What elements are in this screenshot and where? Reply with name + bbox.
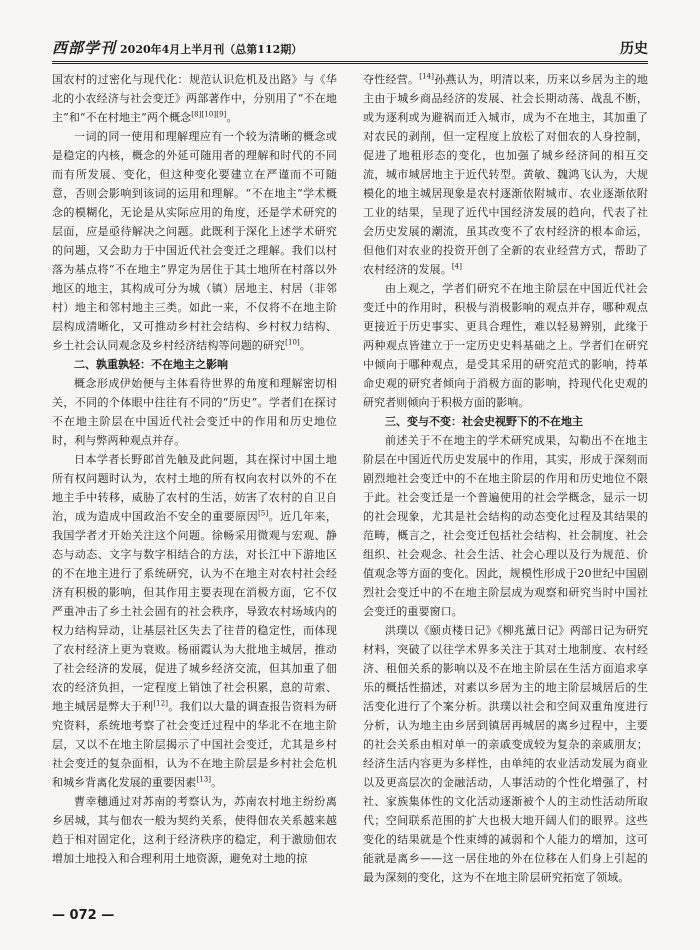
page-number: — 072 — <box>52 908 115 923</box>
paragraph <box>363 621 648 887</box>
paragraph <box>363 70 648 279</box>
paragraph-text: 。 <box>299 339 311 352</box>
paragraph <box>52 374 337 450</box>
paragraph <box>52 450 337 792</box>
paragraph-text: 一词的同一使用和理解理应有一个较为清晰的概念或是稳定的内核，概念的外延可随用者的理解和时代的不同而有所发展、变化，但这种变化要建立在严谨而不可随意，否则会影响到该词的运用和理解。“不在地主”学术概念的模糊化，无论是从实际应用的角度，还是学术研究的层面，应是亟待解决之问题。此既利于深化上述学术研究的问题，又会助力于中国近代社会变迁之理解。我们以村落为基点将“不在地主”界定为居住于其土地所在村落以外地区的地主，其构成可分为城（镇）居地主、村居（非邻村）地主和邻村地主三类。如此一来，不仅将不在地主阶层构成清晰化，又可推动乡村社会结构、乡村权力结构、乡土社会认同观念及乡村经济结构等问题的研究 <box>52 130 337 352</box>
paragraph-text: 夺性经营。 <box>363 73 420 86</box>
section-heading: 三、变与不变：社会史视野下的不在地主 <box>385 415 583 428</box>
paragraph-text: 。 <box>226 111 238 124</box>
paragraph-text: 。近几年来，我国学者才开始关注这个问题。徐畅采用微观与宏观、静态与动态、文字与数字相结合的方法，对长江中下游地区的不在地主进行了系统研究，认为不在地主对农村社会经济有积极的影响，但其作用主要表现在消极方面，它不仅严重冲击了乡土社会固有的社会秩序，导致农村场域内的权力结构异动，让基层社区失去了往昔的稳定性，而体现了农村经济上更为衰败。 <box>52 510 337 656</box>
paragraph <box>363 431 648 621</box>
citation-ref: [14] <box>419 72 435 81</box>
paragraph-text: 。我们以大量的调查报告资料为研究资料，系统地考察了社会变迁过程中的华北不在地主阶层，又以不在地主阶层揭示了中国社会变迁，尤其是乡村社会变迁的复杂面相，认为不在地主阶层是乡村社会危机和城乡背离化发展的重要因素 <box>52 700 337 789</box>
citation-ref: [5] <box>258 509 269 518</box>
paragraph <box>52 70 337 127</box>
citation-ref: [12] <box>153 699 169 708</box>
paragraph <box>363 279 648 412</box>
paragraph-text: 孙燕认为，明清以来，历来以乡居为主的地主由于城乡商品经济的发展、社会长期动荡、战乱不断，或为逐利或为避祸而迁入城市，成为不在地主，其加重了对农民的剥削，但一定程度上放松了对佃农的人身控制，促进了地租形态的变化，也加强了城乡经济间的相互交流，城市城居地主于近代转型 <box>363 73 648 181</box>
article-body <box>52 70 648 890</box>
citation-ref: [8][10][9] <box>191 110 227 119</box>
paragraph-text: 日本学者长野郎首先触及此问题，其在探讨中国土地所有权问题时认为，农村土地的所有权向农村以外的不在地主手中转移，威胁了农村的生活，妨害了农村的自卫自治，成为造成中国政治不安全的重要原因 <box>52 453 337 523</box>
page-header <box>52 32 648 64</box>
citation-ref: [4] <box>451 262 463 271</box>
paragraph <box>52 127 337 355</box>
right-column <box>363 70 648 890</box>
left-column <box>52 70 337 890</box>
paragraph-text: 国农村的过密化与现代化：规范认识危机及出路》与《华北的小农经济与社会变迁》两部著作中，分别用了“不在地主”和“不在村地主”两个概念 <box>52 73 337 124</box>
paragraph-text: 。黄敏、魏鸿飞认为，大规模化的地主城居现象是农村逐渐依附城市、农业逐渐依附工业的结果，呈现了近代中国经济发展的趋向，代表了社会历史发展的潮流，虽其改变不了农村经济的根本命运，但他们对农业的投资开创了全新的农业经营方式，帮助了农村经济的发展。 <box>363 168 648 276</box>
section-label: 历史 <box>620 41 648 57</box>
paragraph-text: 。 <box>211 776 223 789</box>
journal-issue: 2020年4月上半月刊（总第112期） <box>120 43 303 56</box>
paragraph <box>52 792 337 868</box>
paragraph-text: 杨丽霞认为大批地主城居，推动了社会经济的发展，促进了城乡经济交流，但其加重了佃农的经济负担，一定程度上销蚀了社会积累，息的苛索、地主城居是弊大于利 <box>52 643 337 713</box>
journal-name: 西部学刊 <box>52 39 117 57</box>
section-heading: 二、孰重孰轻：不在地主之影响 <box>74 358 228 371</box>
paragraph-text: 洪璞以《颐贞楼日记》《柳兆薰日记》两部日记为研究材料，突破了以往学术界多关注于其对土地制度、农村经济、租佃关系的影响以及不在地主阶层在生活方面追求享乐的概括性描述，对素以乡居为主的地主阶层城居后的生活变化进行了个案分析。洪璞以社会和空间双重角度进行分析，认为地主由乡居到镇居再城居的离乡过程中，主要的社会关系由相对单一的亲戚变成较为复杂的亲戚朋友；经济生活内容更为多样性，由单纯的农业活动发展为商业以及更高层次的金融活动，人事活动的个性化增强了，村社、家族集体性的文化活动逐渐被个人的主动性活动所取代；空间联系范围的扩大也极大地开阔人们的眼界。这些变化的结果就是个性束缚的减弱和个人能力的增加，这可能就是离乡——这一居住地的外在位移在人们身上引起的最为深刻的变化，这为不在地主阶层研究拓宽了领域。 <box>363 624 648 884</box>
journal-masthead <box>52 37 302 58</box>
paragraph-text: 概念形成伊始便与主体看待世界的角度和理解密切相关，不同的个体眼中往往有不同的“历史”。学者们在探讨不在地主阶层在中国近代社会变迁中的作用和历史地位时，利与弊两种观点并存。 <box>52 377 337 447</box>
citation-ref: [10] <box>285 338 300 347</box>
paragraph-text: 前述关于不在地主的学术研究成果，勾勒出不在地主阶层在中国近代历史发展中的作用，其实，形成于深刻而剧烈地社会变迁中的不在地主阶层的作用和历史地位不限于此。社会变迁是一个普遍使用的社会学概念，显示一切的社会现象，尤其是社会结构的动态变化过程及其结果的范畴，概言之，社会变迁包括社会结构、社会制度、社会组织、社会观念、社会生活、社会心理以及行为规范、价值观念等方面的变化。因此，规模性形成于20世纪中国剧烈社会变迁中的不在地主阶层成为观察和研究当时中国社会变迁的重要窗口。 <box>363 434 648 618</box>
paragraph-text: 曹幸穗通过对苏南的考察认为，苏南农村地主纷纷离乡居城，其与佃农一般为契约关系，使得佃农关系越来越趋于相对固定化，这利于经济秩序的稳定，利于激励佃农增加土地投入和合理利用土地资源，避免对土地的掠 <box>52 795 337 865</box>
citation-ref: [13] <box>196 775 212 784</box>
paragraph-text: 由上观之，学者们研究不在地主阶层在中国近代社会变迁中的作用时，积极与消极影响的观点并存，哪种观点更接近于历史事实、更具合理性，难以轻易辨别，此缘于两种观点皆建立于一定历史史料基础之上。学者们在研究中倾向于哪种观点，是受其采用的研究范式的影响，持革命史观的研究者倾向于消极方面的影响，持现代化史观的研究者则倾向于积极方面的影响。 <box>363 282 648 409</box>
